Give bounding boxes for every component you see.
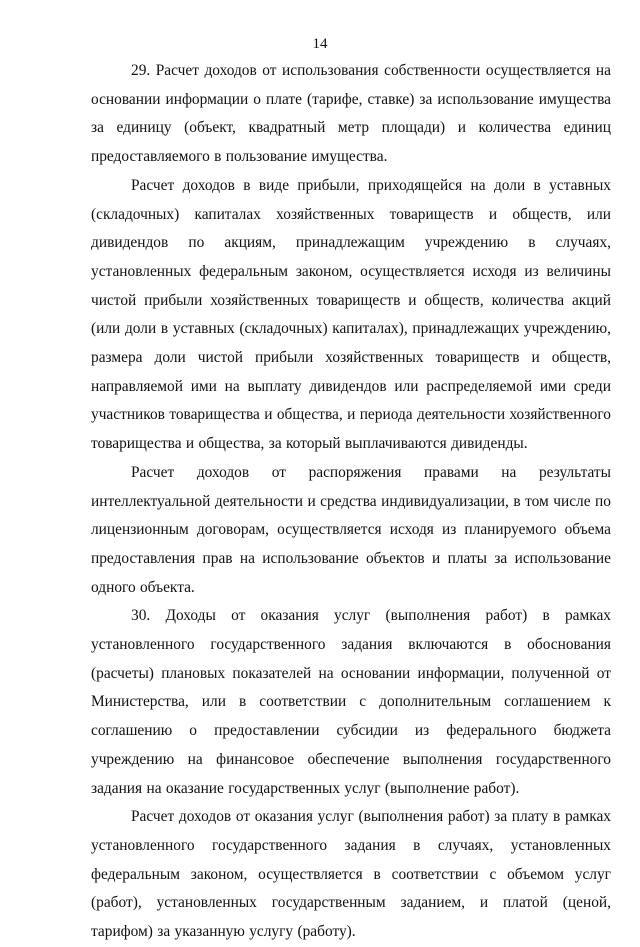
paragraph-paid-services-income: Расчет доходов от оказания услуг (выполнения работ) за плату в рамках установленного государственного задания в случаях, установленных федеральным законом, осуществляется в соответствии с объемом услуг (работ), установленных государственным заданием, и платой (ценой, тарифом) за указанную услугу (работу).: [91, 808, 611, 941]
paragraph-intellectual-property-income: Расчет доходов от распоряжения правами на результаты интеллектуальной деятельности и средства индивидуализации, в том числе по лицензионным договорам, осуществляется исходя из планируемого объема предоставления прав на использование объектов и платы за использование одного объекта.: [91, 463, 611, 596]
page-number: 14: [312, 36, 328, 52]
paragraph-29-property-income: 29. Расчет доходов от использования собственности осуществляется на основании информации о плате (тарифе, ставке) за использование имущества за единицу (объект, квадратный метр площади) и количества единиц предоставляемого в пользование имущества.: [91, 62, 611, 166]
paragraph-30-services-income: 30. Доходы от оказания услуг (выполнения работ) в рамках установленного государственного задания включаются в обоснования (расчеты) плановых показателей на основании информации, полученной от Министерства, или в соответствии с дополнительным соглашением к соглашению о предоставлении субсидии из федерального бюджета учреждению на финансовое обеспечение выполнения государственного задания на оказание государственных услуг (выполнение работ).: [91, 607, 611, 797]
paragraph-dividend-income: Расчет доходов в виде прибыли, приходящейся на доли в уставных (складочных) капиталах хозяйственных товариществ и обществ, или дивидендов по акциям, принадлежащим учреждению в случаях, установленных федеральным законом, осуществляется исходя из величины чистой прибыли хозяйственных товариществ и обществ, количества акций (или доли в уставных (складочных) капиталах), принадлежащих учреждению, размера доли чистой прибыли хозяйственных товариществ и обществ, направляемой ими на выплату дивидендов или распределяемой ими среди участников товарищества и общества, и периода деятельности хозяйственного товарищества и общества, за который выплачиваются дивиденды.: [91, 176, 611, 453]
document-body: [91, 57, 611, 947]
